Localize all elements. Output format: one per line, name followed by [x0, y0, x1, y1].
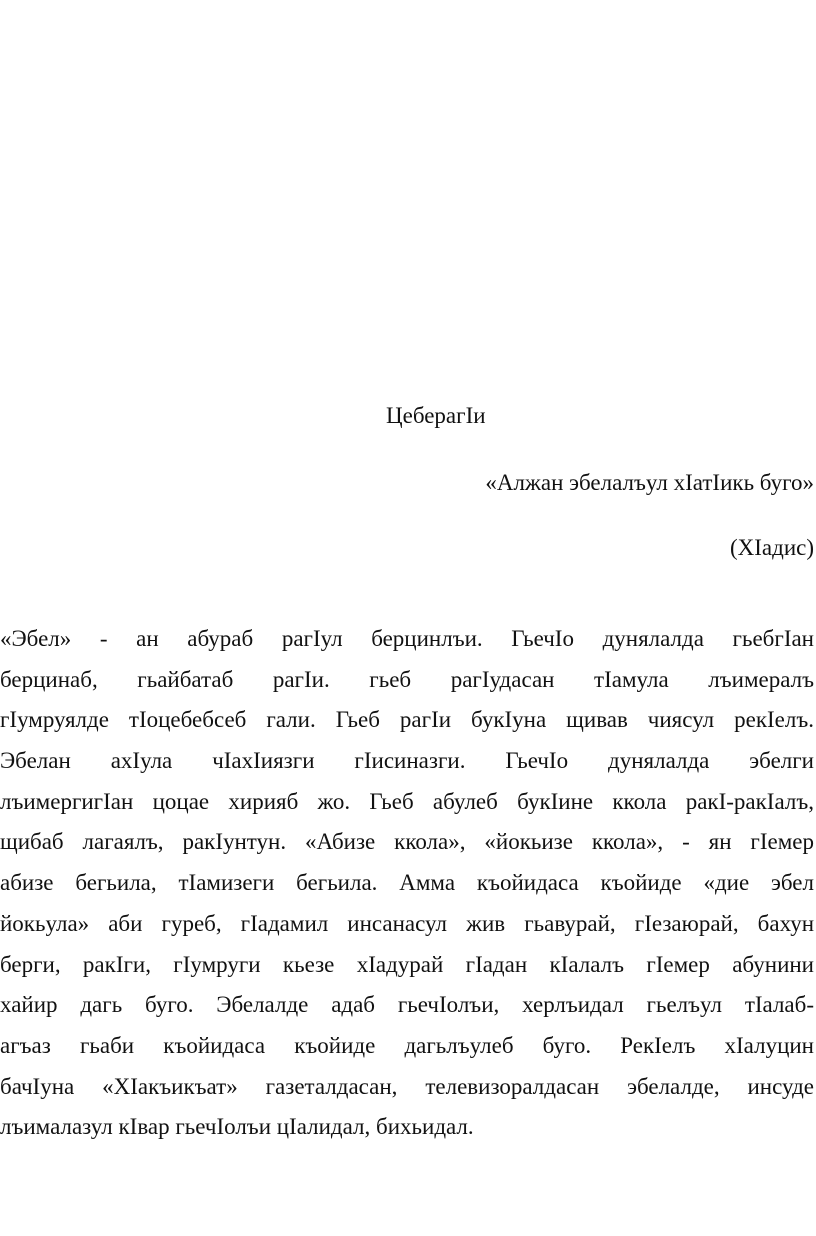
body-line: берги, ракӀги, гӀумруги кьезе хӀадурай гӀадан кӀалалъ гӀемер абунини: [0, 951, 814, 977]
body-line: агъаз гьаби къойидаса къойиде дагьлъулеб буго. РекӀелъ хӀалуцин: [0, 1032, 814, 1058]
body-line: «Эбел» - ан абураб рагӀул берцинлъи. ГьечӀо дунялалда гьебгӀан: [0, 626, 814, 651]
epigraph-source: (ХӀадис): [729, 535, 814, 560]
document-title: ЦеберагӀи: [386, 403, 486, 428]
body-line: хайир дагь буго. Эбелалде адаб гьечӀолъи, херлъидал гьелъул тӀалаб-: [0, 992, 814, 1018]
body-line: йокьула» аби гуреб, гӀадамил инсанасул жив гьавурай, гӀезаюрай, бахун: [0, 910, 814, 936]
body-line: абизе бегьила, тӀамизеги бегьила. Амма къойидаса къойиде «дие эбел: [0, 870, 814, 896]
body-line: Эбелан ахӀула чӀахӀиязги гӀисиназги. ГьечӀо дунялалда эбелги: [0, 748, 814, 774]
body-line: лъимергигӀан цоцае хирияб жо. Гьеб абулеб букӀине ккола ракӀ-ракӀалъ,: [0, 788, 814, 814]
body-line: гӀумруялде тӀоцебебсеб гали. Гьеб рагӀи букӀуна щивав чиясул рекӀелъ.: [0, 707, 814, 733]
epigraph-quote: «Алжан эбелалъул хӀатӀикь буго»: [485, 470, 814, 495]
body-line: берцинаб, гьайбатаб рагӀи. гьеб рагӀудасан тӀамула лъимералъ: [0, 666, 814, 692]
body-line: щибаб лагаялъ, ракӀунтун. «Абизе ккола», «йокьизе ккола», - ян гӀемер: [0, 829, 814, 855]
body-line: бачӀуна «ХӀакъикъат» газеталдасан, телевизоралдасан эбелалде, инсуде: [0, 1073, 814, 1099]
body-paragraph: [0, 619, 814, 1148]
body-line: лъималазул кӀвар гьечӀолъи цӀалидал, бихьидал.: [0, 1114, 474, 1140]
